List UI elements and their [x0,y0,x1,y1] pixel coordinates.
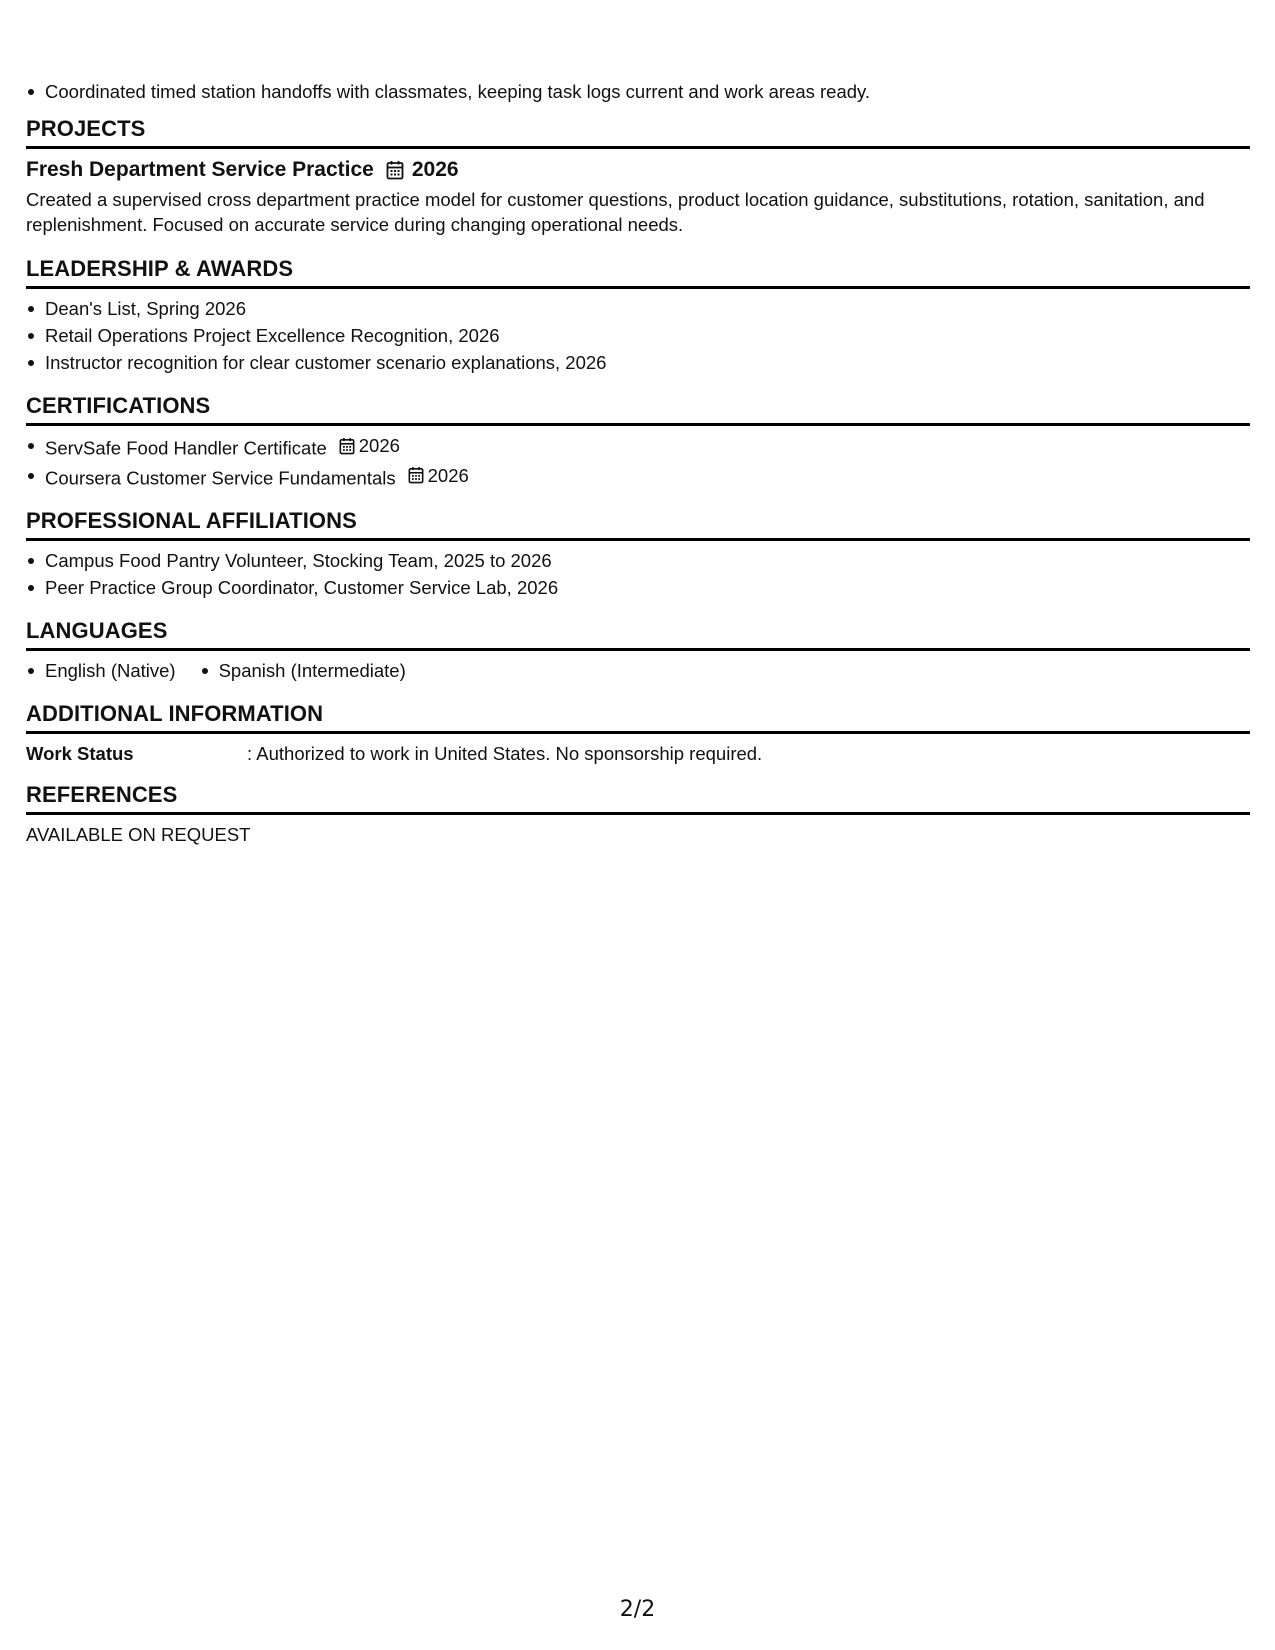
section-title-affiliations: PROFESSIONAL AFFILIATIONS [26,507,1250,541]
section-title-additional: ADDITIONAL INFORMATION [26,700,1250,734]
references-section [26,781,1250,848]
section-title-leadership: LEADERSHIP & AWARDS [26,255,1250,289]
work-status-value: : Authorized to work in United States. No sponsorship required. [247,743,763,764]
list-item: Peer Practice Group Coordinator, Customer Service Lab, 2026 [45,574,1250,601]
list-item: Coordinated timed station handoffs with classmates, keeping task logs current and work areas ready. [45,78,1250,105]
project-name: Fresh Department Service Practice [26,158,374,181]
work-status-row [26,740,1250,767]
work-status-label: Work Status [26,743,134,764]
certification-name: ServSafe Food Handler Certificate [45,437,327,459]
affiliations-list [26,547,1250,601]
additional-info-section [26,700,1250,767]
list-item: Campus Food Pantry Volunteer, Stocking Team, 2025 to 2026 [45,547,1250,574]
projects-section [26,115,1250,237]
project-description: Created a supervised cross department practice model for customer questions, product location guidance, substitutions, rotation, sanitation, and replenishment. Focused on accurate service during changing operational needs. [26,189,1205,235]
certifications-list [26,432,1250,491]
certifications-section [26,392,1250,491]
calendar-icon [386,160,404,180]
project-date-text: 2026 [411,158,459,181]
language-item: English (Native) [45,657,176,684]
languages-list [26,657,1250,684]
certification-date [339,432,400,459]
references-text: AVAILABLE ON REQUEST [26,824,251,845]
project-header [26,155,1250,185]
language-item: Spanish (Intermediate) [219,657,406,684]
certification-date-text: 2026 [427,464,469,486]
affiliations-section [26,507,1250,601]
leadership-section [26,255,1250,376]
calendar-icon [408,466,424,484]
section-title-projects: PROJECTS [26,115,1250,149]
section-title-references: REFERENCES [26,781,1250,815]
experience-continued-list [26,78,1250,105]
certification-name: Coursera Customer Service Fundamentals [45,467,396,488]
calendar-icon [339,437,355,455]
certification-date [408,462,469,489]
list-item [45,462,1250,492]
project-date [386,155,459,185]
resume-page [26,78,1250,848]
list-item [45,432,1250,462]
certification-date-text: 2026 [358,435,400,456]
leadership-list [26,295,1250,376]
section-title-certifications: CERTIFICATIONS [26,392,1250,426]
section-title-languages: LANGUAGES [26,617,1250,651]
list-item: Instructor recognition for clear customer scenario explanations, 2026 [45,349,1250,376]
page-number: 2/2 [619,1597,656,1622]
list-item: Dean's List, Spring 2026 [45,295,1250,322]
languages-section [26,617,1250,684]
list-item: Retail Operations Project Excellence Recognition, 2026 [45,322,1250,349]
